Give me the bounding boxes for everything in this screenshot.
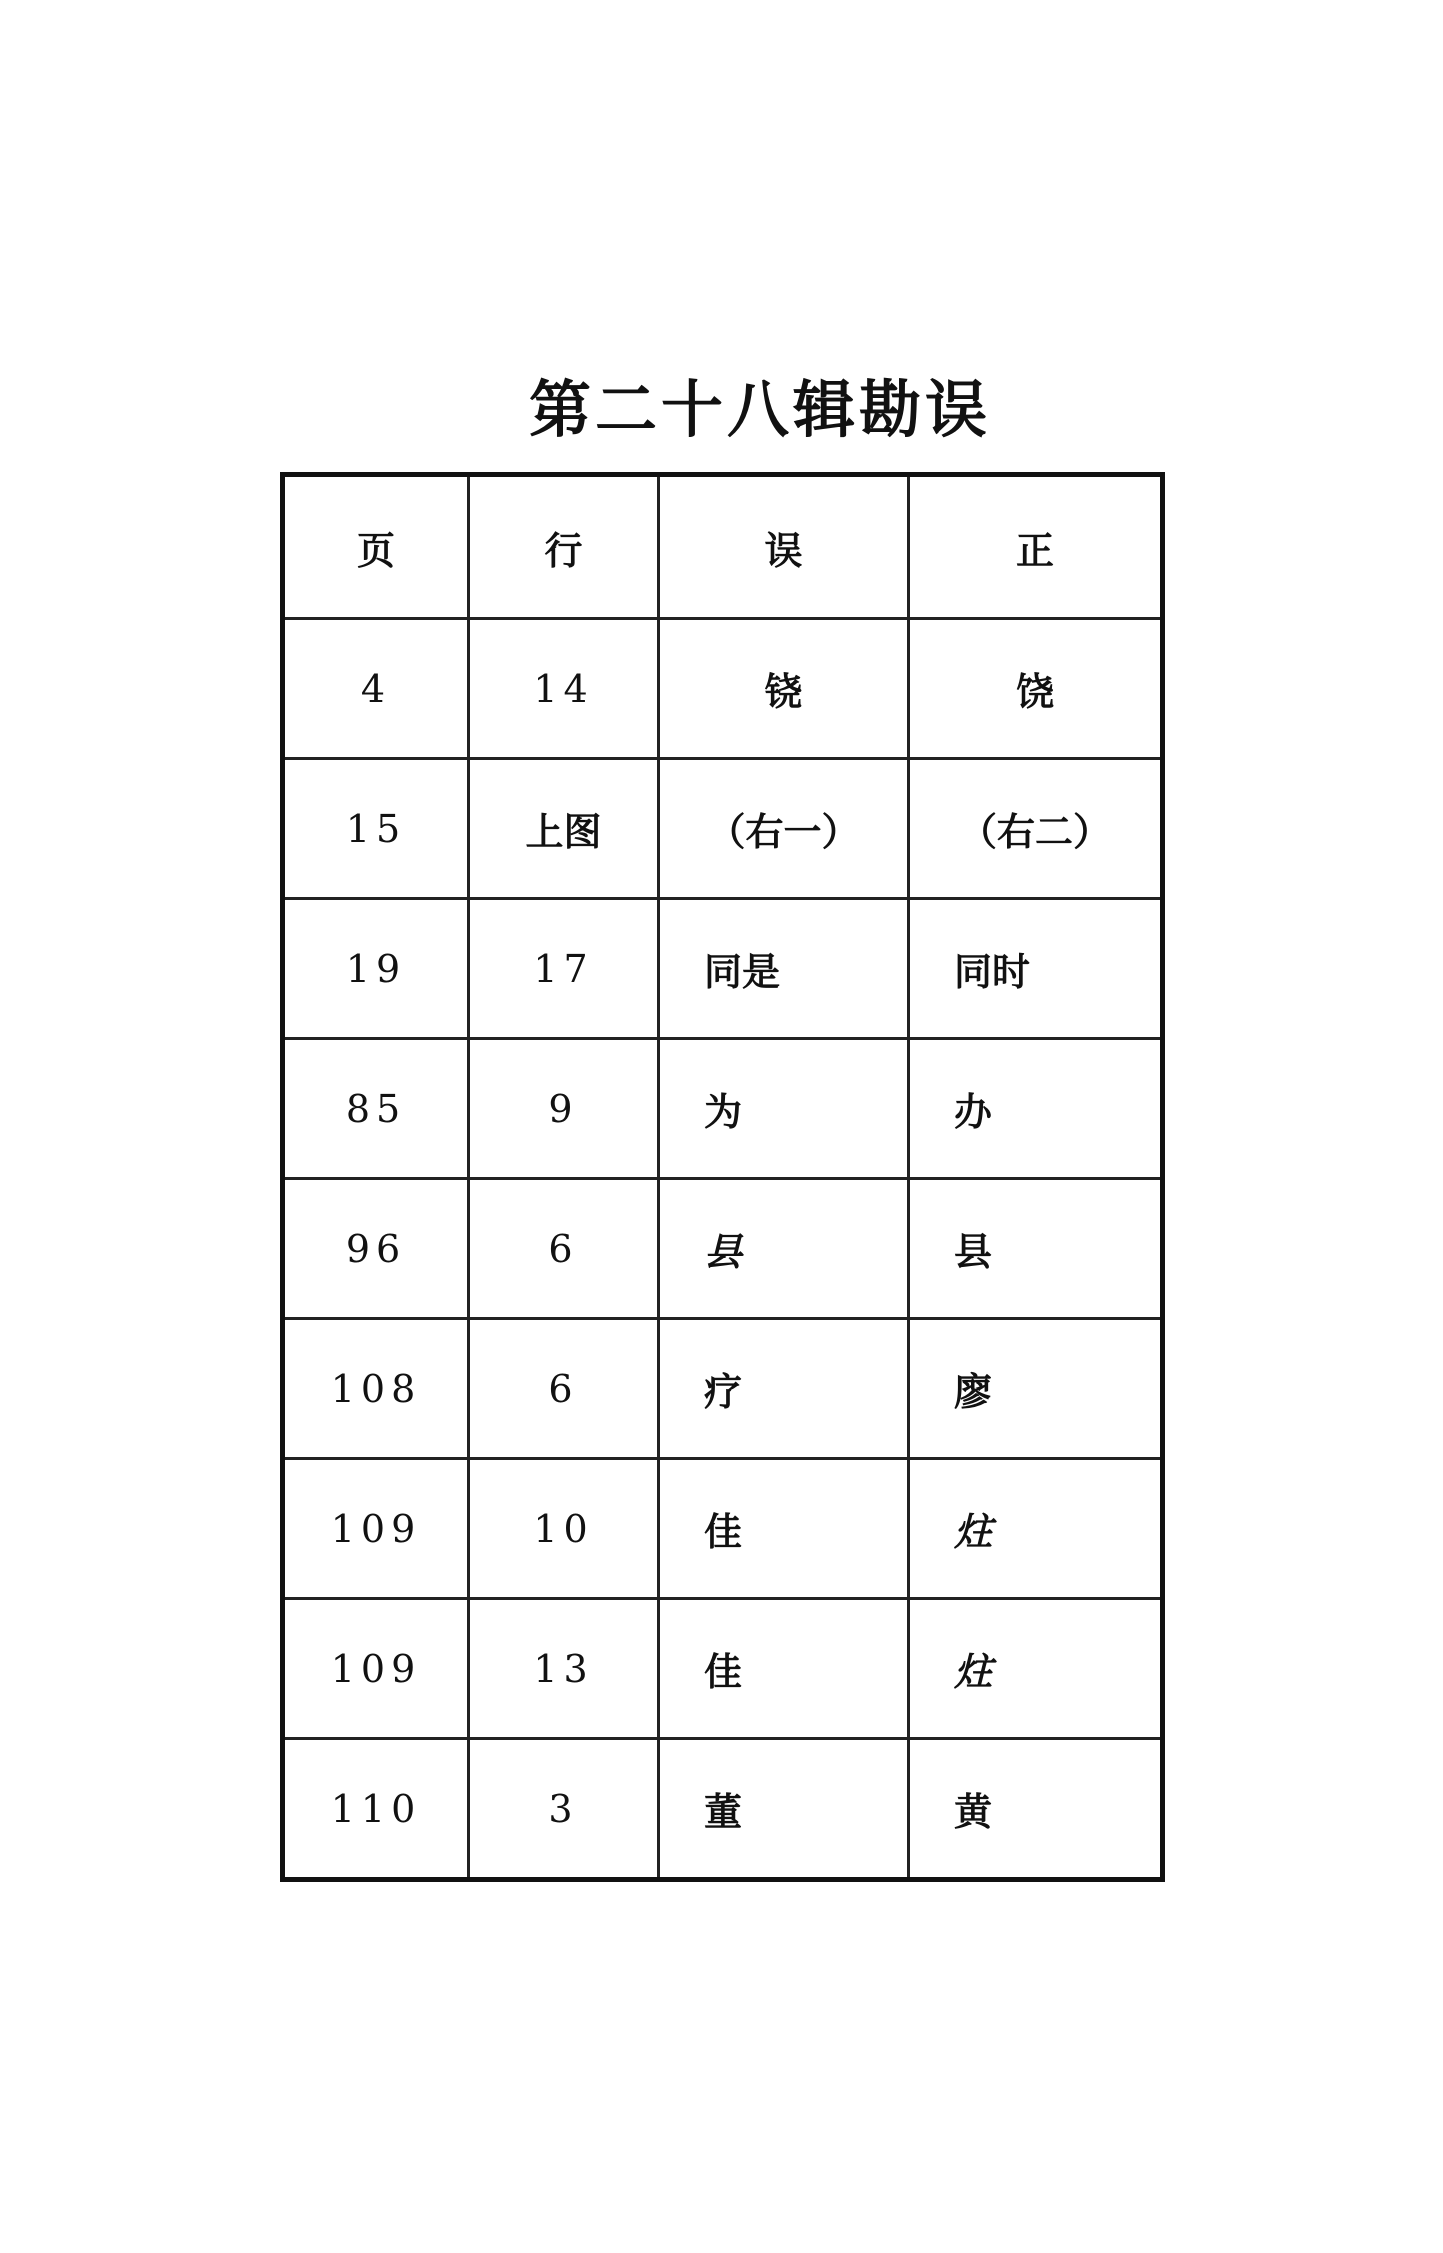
cell-error: 佳 — [659, 1459, 909, 1599]
cell-correction: 廖 — [909, 1319, 1163, 1459]
cell-correction: 饶 — [909, 619, 1163, 759]
page-title: 第二十八辑勘误 — [528, 373, 991, 446]
cell-error: 董 — [659, 1739, 909, 1880]
cell-line: 3 — [469, 1739, 659, 1880]
cell-error: 同是 — [659, 899, 909, 1039]
header-page: 页 — [283, 475, 469, 619]
cell-correction: 县 — [909, 1179, 1163, 1319]
cell-error: 铙 — [659, 619, 909, 759]
cell-line: 6 — [469, 1179, 659, 1319]
errata-table — [280, 472, 1165, 1882]
cell-correction-handwritten: 炷 — [909, 1459, 1163, 1599]
cell-page: 15 — [283, 759, 469, 899]
cell-page: 4 — [283, 619, 469, 759]
cell-page: 108 — [283, 1319, 469, 1459]
table-row — [283, 1459, 1163, 1599]
cell-page: 85 — [283, 1039, 469, 1179]
cell-line: 14 — [469, 619, 659, 759]
cell-page: 19 — [283, 899, 469, 1039]
cell-correction: 黄 — [909, 1739, 1163, 1880]
cell-line: 6 — [469, 1319, 659, 1459]
table-header-row — [283, 475, 1163, 619]
cell-page: 109 — [283, 1459, 469, 1599]
cell-line: 上图 — [469, 759, 659, 899]
cell-line: 17 — [469, 899, 659, 1039]
table-row — [283, 619, 1163, 759]
cell-line: 10 — [469, 1459, 659, 1599]
cell-correction: 同时 — [909, 899, 1163, 1039]
cell-error-handwritten: 县 — [659, 1179, 909, 1319]
cell-error: （右一） — [659, 759, 909, 899]
header-error: 误 — [659, 475, 909, 619]
table-row — [283, 899, 1163, 1039]
cell-correction-handwritten: 炷 — [909, 1599, 1163, 1739]
table-row — [283, 1039, 1163, 1179]
table-row — [283, 1179, 1163, 1319]
cell-error: 疗 — [659, 1319, 909, 1459]
cell-page: 109 — [283, 1599, 469, 1739]
cell-line: 9 — [469, 1039, 659, 1179]
cell-correction: （右二） — [909, 759, 1163, 899]
cell-page: 96 — [283, 1179, 469, 1319]
cell-error: 为 — [659, 1039, 909, 1179]
cell-page: 110 — [283, 1739, 469, 1880]
table-row — [283, 1599, 1163, 1739]
cell-line: 13 — [469, 1599, 659, 1739]
header-correction: 正 — [909, 475, 1163, 619]
table-row — [283, 1319, 1163, 1459]
table-row — [283, 1739, 1163, 1880]
header-line: 行 — [469, 475, 659, 619]
cell-correction: 办 — [909, 1039, 1163, 1179]
table-row — [283, 759, 1163, 899]
cell-error: 佳 — [659, 1599, 909, 1739]
